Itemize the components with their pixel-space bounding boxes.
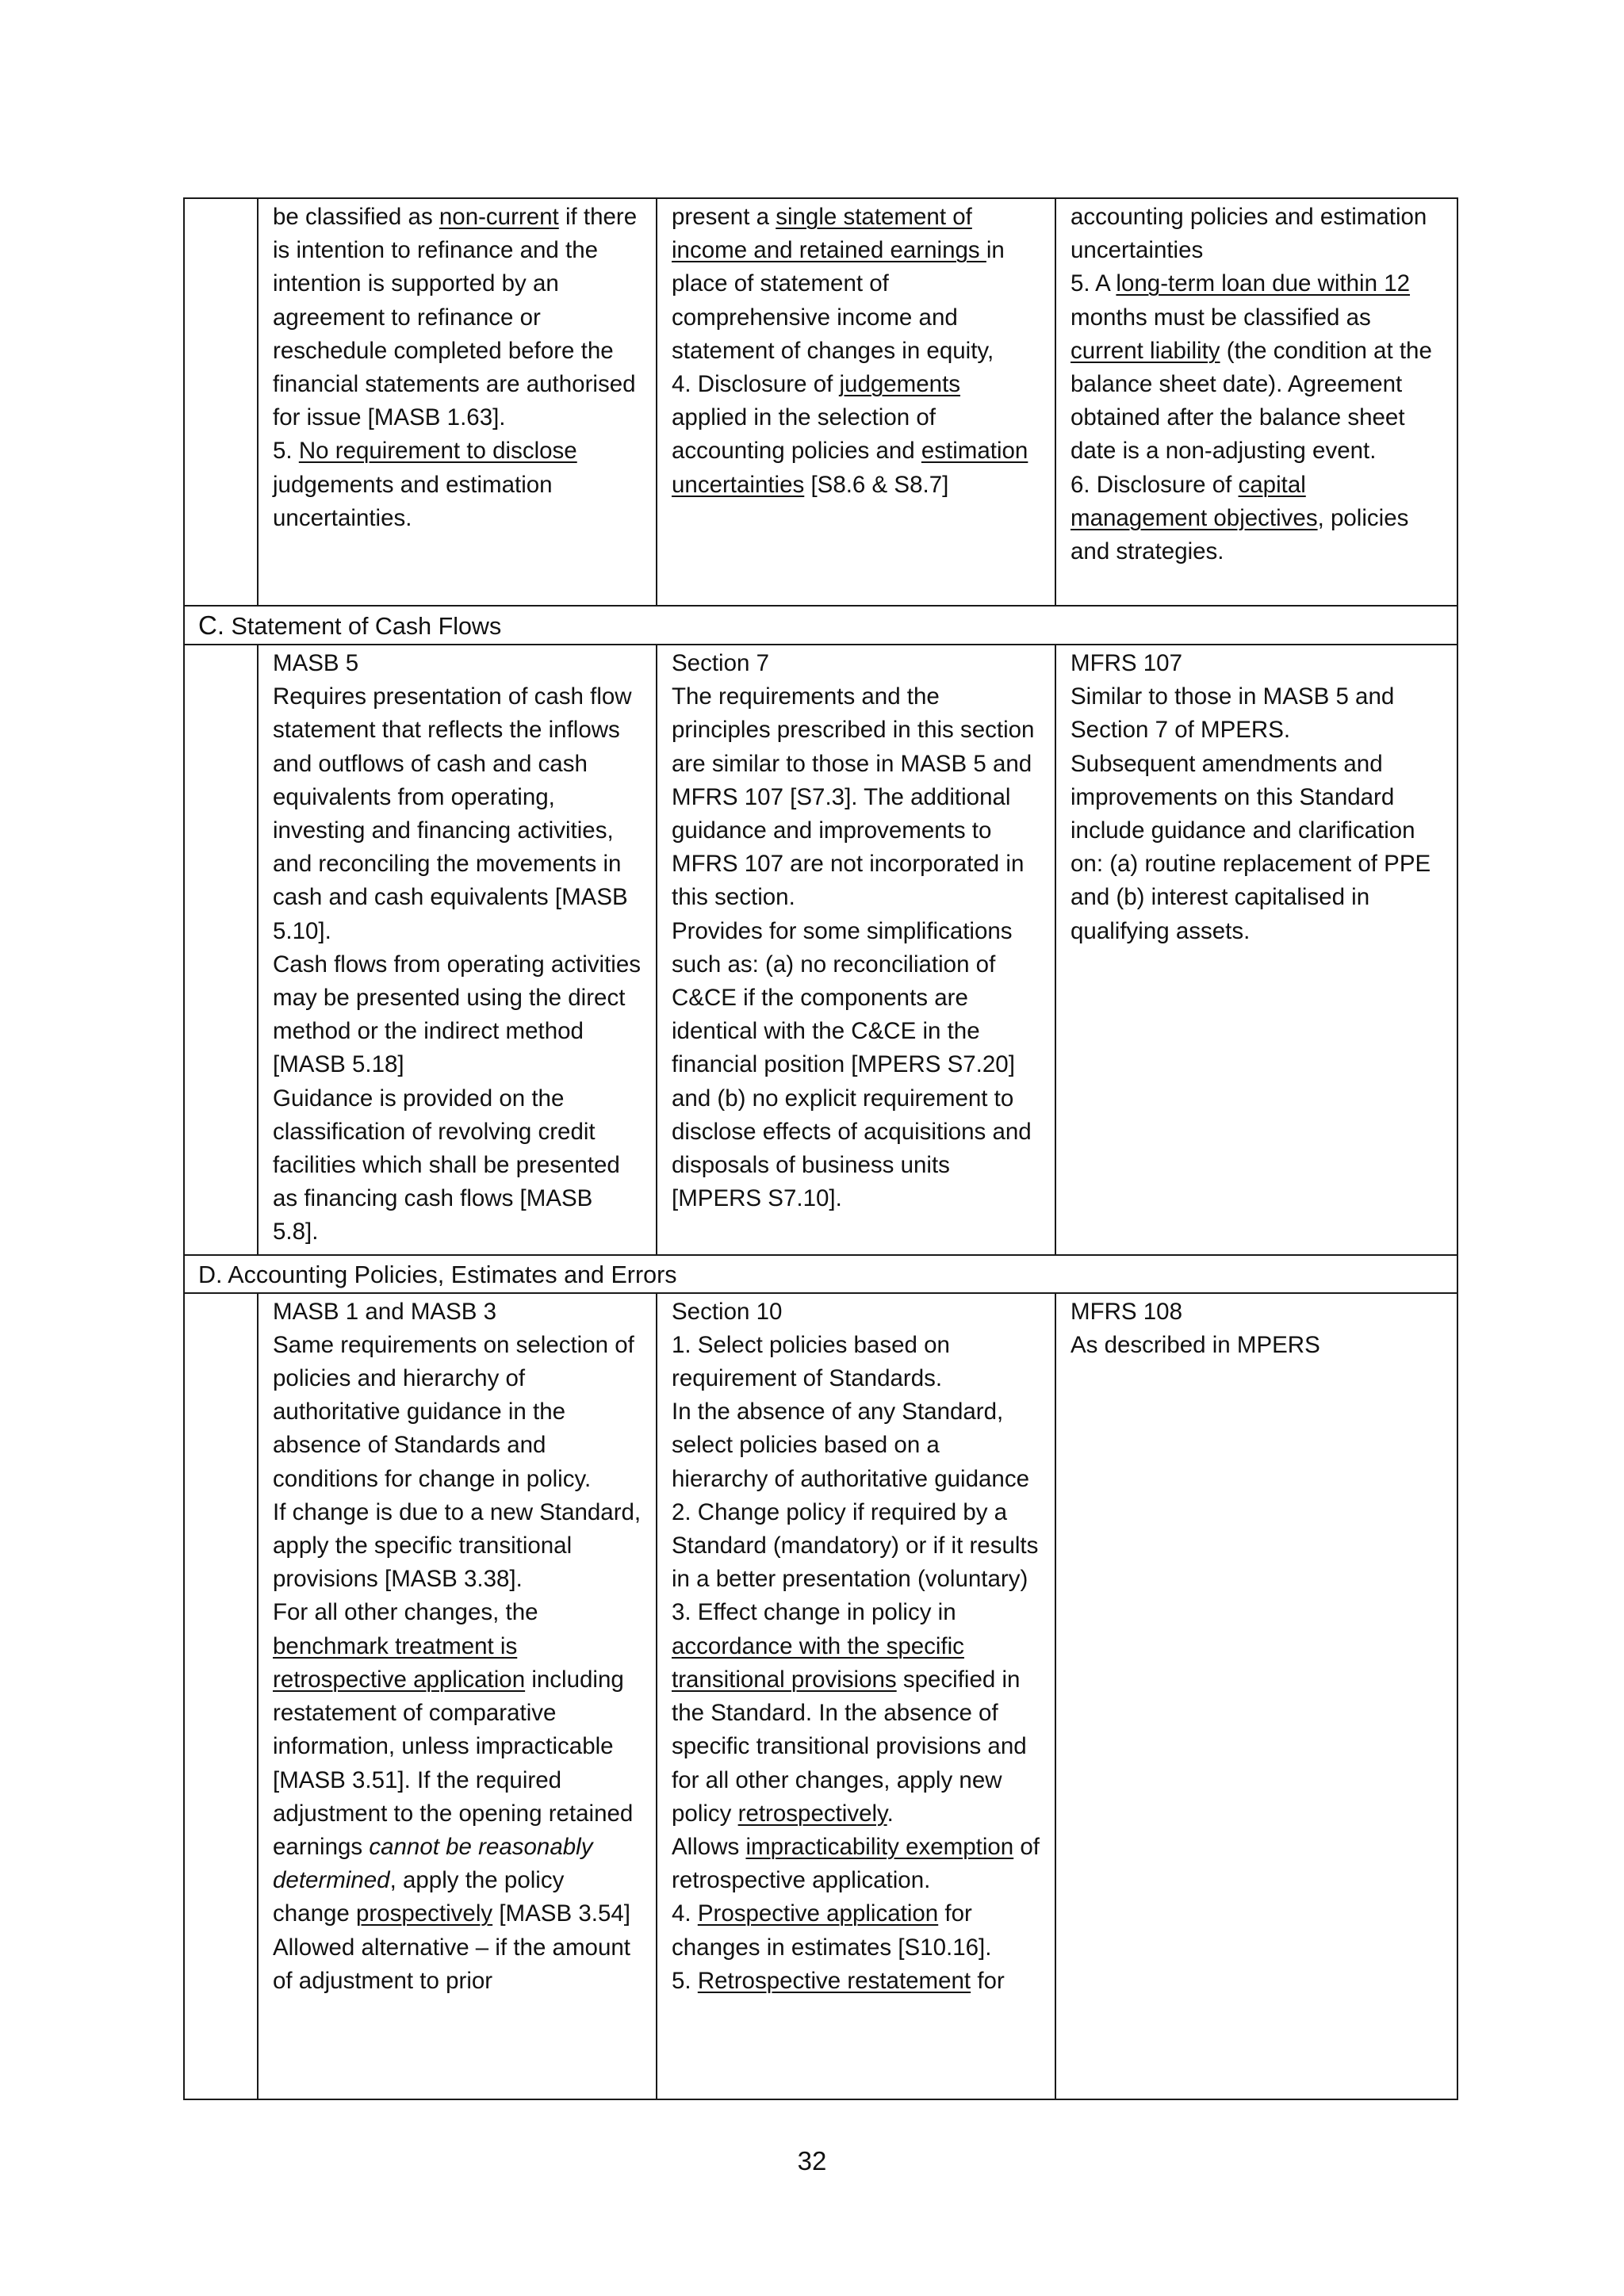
text-run: MASB 5 [273,650,359,676]
text-run: 5. A [1071,270,1116,297]
text-run: As described in MPERS [1071,1331,1320,1358]
cell-paragraph [273,1931,642,1998]
masb-cell [258,645,657,1255]
index-cell [184,645,258,1255]
text-run: accounting policies and estimation uncertainties [1071,204,1427,264]
text-run: in place of statement of comprehensive income and statement of changes in equity, [672,237,1005,364]
cell-paragraph [672,1295,1040,1329]
cell-paragraph [273,948,642,1082]
masb-cell [258,198,657,606]
text-run: including restatement of comparative information, unless impracticable [MASB 3.51]. If the required adjustment to the opening retained earnings [273,1666,634,1860]
text-run: 4. [672,1900,698,1927]
table-row-continued [184,198,1457,606]
text-run: specified in the Standard. In the absence of specific transitional provisions and for all other changes, apply new policy [672,1666,1027,1827]
section-header-row [184,606,1457,645]
underlined-text: benchmark treatment is retrospective application [273,1632,526,1693]
text-run: of retrospective application. [672,1833,1040,1894]
text-run: Section 10 [672,1298,783,1325]
text-run: for [971,1967,1005,1994]
underlined-text: Retrospective restatement [697,1967,971,1994]
text-run: . [887,1800,894,1827]
text-run: 1. Select policies based on requirement of Standards. [672,1331,950,1392]
text-run: Section 7 [672,650,769,676]
section-c-letter: C. [198,610,224,640]
table-row-cash-flows [184,645,1457,1255]
text-run: For all other changes, the [273,1599,538,1626]
cell-paragraph [1071,1295,1442,1329]
text-run: , apply the policy change [273,1867,565,1927]
underlined-text: No requirement to disclose [298,438,577,465]
text-run: 5. [672,1967,698,1994]
text-run: MASB 1 and MASB 3 [273,1298,497,1325]
cell-paragraph [1071,267,1442,468]
text-run: 3. Effect change in policy in [672,1599,956,1626]
cell-paragraph [1071,201,1442,267]
text-run: Requires presentation of cash flow statement that reflects the inflows and outflows of cash and cash equivalents from operating, investing and financing activities, and reconciling the movements in cash and cash equivalents [MASB 5.10]. [273,683,632,944]
text-run: [S8.6 & S8.7] [804,471,949,498]
underlined-text: Prospective application [697,1900,939,1927]
text-run: Guidance is provided on the classification of revolving credit facilities which shall be presented as financing cash flows [MASB 5.8]. [273,1085,620,1246]
cell-paragraph [1071,469,1442,569]
underlined-text: judgements [839,371,961,398]
mpers-cell [657,198,1055,606]
text-run: 2. Change policy if required by a Standard (mandatory) or if it results in a better presentation (voluntary) [672,1498,1039,1593]
text-run: Allows [672,1833,746,1860]
text-run: MFRS 107 [1071,650,1182,676]
text-run: Same requirements on selection of policies and hierarchy of authoritative guidance in the absence of Standards and conditions for change in policy. [273,1331,634,1492]
cell-paragraph [273,1496,642,1597]
text-run: 4. Disclosure of [672,371,840,398]
text-run: present a [672,204,776,230]
text-run: The requirements and the principles prescribed in this section are similar to those in MASB 5 and MFRS 107 [S7.3]. The additional guidance and improvements to MFRS 107 are not incorporated in this section. [672,683,1035,911]
cell-paragraph [672,1965,1040,1998]
cell-paragraph [672,1897,1040,1964]
cell-paragraph [273,1295,642,1329]
cell-paragraph [273,680,642,948]
table-row-accounting-policies [184,1293,1457,2099]
mfrs-cell [1055,1293,1457,2099]
text-run: Subsequent amendments and improvements on this Standard include guidance and clarification on: (a) routine replacement of PPE and (b) interest capitalised in qualifying assets. [1071,750,1431,944]
page-number: 32 [797,2146,827,2175]
underlined-text: retrospectively [737,1800,887,1827]
cell-paragraph [672,647,1040,680]
underlined-text: estimation uncertainties [672,438,1028,498]
comparison-table [183,197,1458,2100]
cell-paragraph [273,434,642,535]
text-run: 6. Disclosure of [1071,471,1239,498]
section-c-header [184,606,1457,645]
text-run: Allowed alternative – if the amount of adjustment to prior [273,1934,630,1994]
text-run: if there is intention to refinance and the intention is supported by an agreement to refinance or reschedule completed before the financial statements are authorised for issue [MASB 1.63]. [273,204,638,431]
text-run: applied in the selection of accounting policies and [672,404,936,465]
cell-paragraph [1071,748,1442,948]
cell-paragraph [1071,647,1442,680]
mfrs-cell [1055,198,1457,606]
mpers-cell [657,1293,1055,2099]
section-header-row [184,1255,1457,1293]
italic-text: cannot be reasonably determined [273,1833,593,1894]
index-cell [184,1293,258,2099]
cell-paragraph [273,647,642,680]
text-run: months must be classified as [1071,304,1371,331]
cell-paragraph [672,1496,1040,1597]
underlined-text: capital management objectives [1071,471,1318,531]
text-run: If change is due to a new Standard, apply the specific transitional provisions [MASB 3.38]. [273,1498,642,1593]
cell-paragraph [672,915,1040,1216]
text-run: Provides for some simplifications such as: (a) no reconciliation of C&CE if the components are identical with the C&CE in the financial position [MPERS S7.20] and (b) no explicit requirement to disclose effects of acquisitions and disposals of business units [MPERS S7.10]. [672,917,1032,1212]
cell-paragraph [1071,1329,1442,1362]
section-d-header [184,1255,1457,1293]
underlined-text: impracticability exemption [745,1833,1014,1860]
section-c-title: Statement of Cash Flows [231,613,502,640]
cell-paragraph [273,201,642,434]
mpers-cell [657,645,1055,1255]
cell-paragraph [672,1329,1040,1395]
underlined-text: long-term loan due within 12 [1116,270,1411,297]
cell-paragraph [672,1596,1040,1830]
cell-paragraph [273,1082,642,1249]
cell-paragraph [672,1395,1040,1496]
section-d-letter: D. [198,1261,223,1288]
text-run: Cash flows from operating activities may be presented using the direct method or the indirect method [MASB 5.18] [273,951,641,1078]
text-run: MFRS 108 [1071,1298,1182,1325]
text-run: (the condition at the balance sheet date). Agreement obtained after the balance sheet date is a non-adjusting event. [1071,337,1432,465]
section-d-title: Accounting Policies, Estimates and Errors [228,1261,677,1288]
cell-paragraph [672,201,1040,368]
underlined-text: accordance with the specific transitional provisions [672,1632,964,1693]
masb-cell [258,1293,657,2099]
cell-paragraph [672,680,1040,914]
underlined-text: current liability [1071,337,1220,364]
cell-paragraph [1071,680,1442,747]
underlined-text: single statement of income and retained earnings [672,204,986,264]
cell-paragraph [672,1831,1040,1897]
cell-paragraph [273,1329,642,1496]
text-run: [MASB 3.54] [492,1900,630,1927]
text-run: In the absence of any Standard, select policies based on a hierarchy of authoritative guidance [672,1399,1029,1492]
mfrs-cell [1055,645,1457,1255]
text-run: be classified as [273,204,439,230]
text-run: Similar to those in MASB 5 and Section 7 of MPERS. [1071,683,1395,744]
text-run: for changes in estimates [S10.16]. [672,1900,992,1961]
underlined-text: non-current [439,204,559,230]
index-cell [184,198,258,606]
cell-paragraph [672,368,1040,502]
text-run: judgements and estimation uncertainties. [273,471,553,531]
underlined-text: prospectively [355,1900,493,1927]
text-run: , policies and strategies. [1071,504,1409,565]
cell-paragraph [273,1596,642,1931]
text-run: 5. [273,438,299,465]
